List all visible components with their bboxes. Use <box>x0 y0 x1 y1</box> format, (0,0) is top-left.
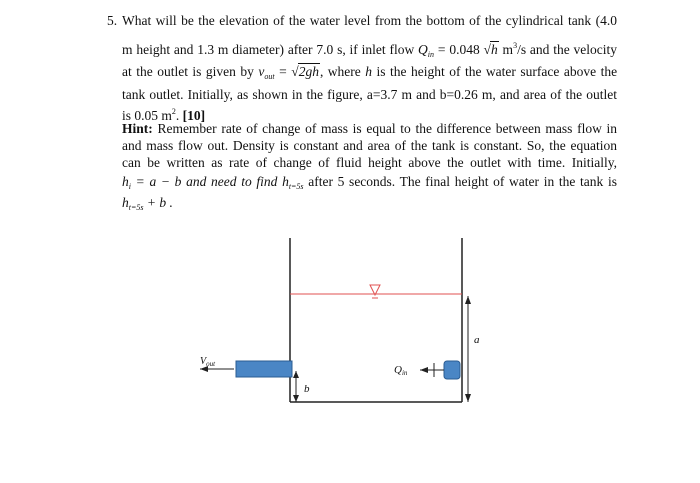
label-b: b <box>304 383 310 395</box>
label-q-in: Qin <box>394 364 408 377</box>
hint-line-1: Hint: Remember rate of change of mass is equal to the difference between mass flow in <box>122 121 617 136</box>
v-out-symbol: v <box>258 64 265 79</box>
question-number: 5. <box>107 13 118 28</box>
question-line-4: tank outlet. Initially, as shown in the figure, a=3.7 m and b=0.26 m, and area of the outlet <box>122 87 617 102</box>
hint-label: Hint: <box>122 121 153 136</box>
label-v-out: $V_{out}$ <box>200 356 216 368</box>
dimension-b-arrow-bottom-icon <box>293 395 299 402</box>
hint-line-2: and mass flow out. Density is constant and area of the tank is constant. So, the equation <box>122 138 617 153</box>
hint-line-3: can be written as rate of change of fluid height above the outlet with time. Initially, <box>122 155 617 170</box>
inlet-arrow-head-icon <box>420 367 428 373</box>
dimension-a-arrow-top-icon <box>465 296 471 304</box>
hint-line-4: $h_i = a - b$ and need to find $h_{t=5s}$ after 5 seconds. The final height of water in the tank is <box>122 174 617 191</box>
outlet-pipe <box>236 361 292 377</box>
hint-line-5: $h_{t=5s} + b$ . <box>122 195 173 212</box>
q-in-symbol: Q <box>418 42 428 57</box>
question-line-2: m height and 1.3 m diameter) after 7.0 s, if inlet flow $Q_{in} = 0.048$ √h $m^3/s$ and the velocity <box>122 41 618 59</box>
question-line-1: What will be the elevation of the water level from the bottom of the cylindrical tank (4.0 <box>122 13 617 28</box>
dimension-b-arrow-top-icon <box>293 371 299 378</box>
inlet-pipe <box>444 361 460 379</box>
marks-label: [10] <box>182 108 206 123</box>
label-a: a <box>474 334 480 346</box>
dimension-a-arrow-bottom-icon <box>465 394 471 402</box>
question-line-5: is 0.05 $m^2$. [10] <box>122 107 206 123</box>
question-line-3: at the outlet is given by $v_{out} = √2gh$, where h is the height of the water surface above the <box>122 64 618 81</box>
